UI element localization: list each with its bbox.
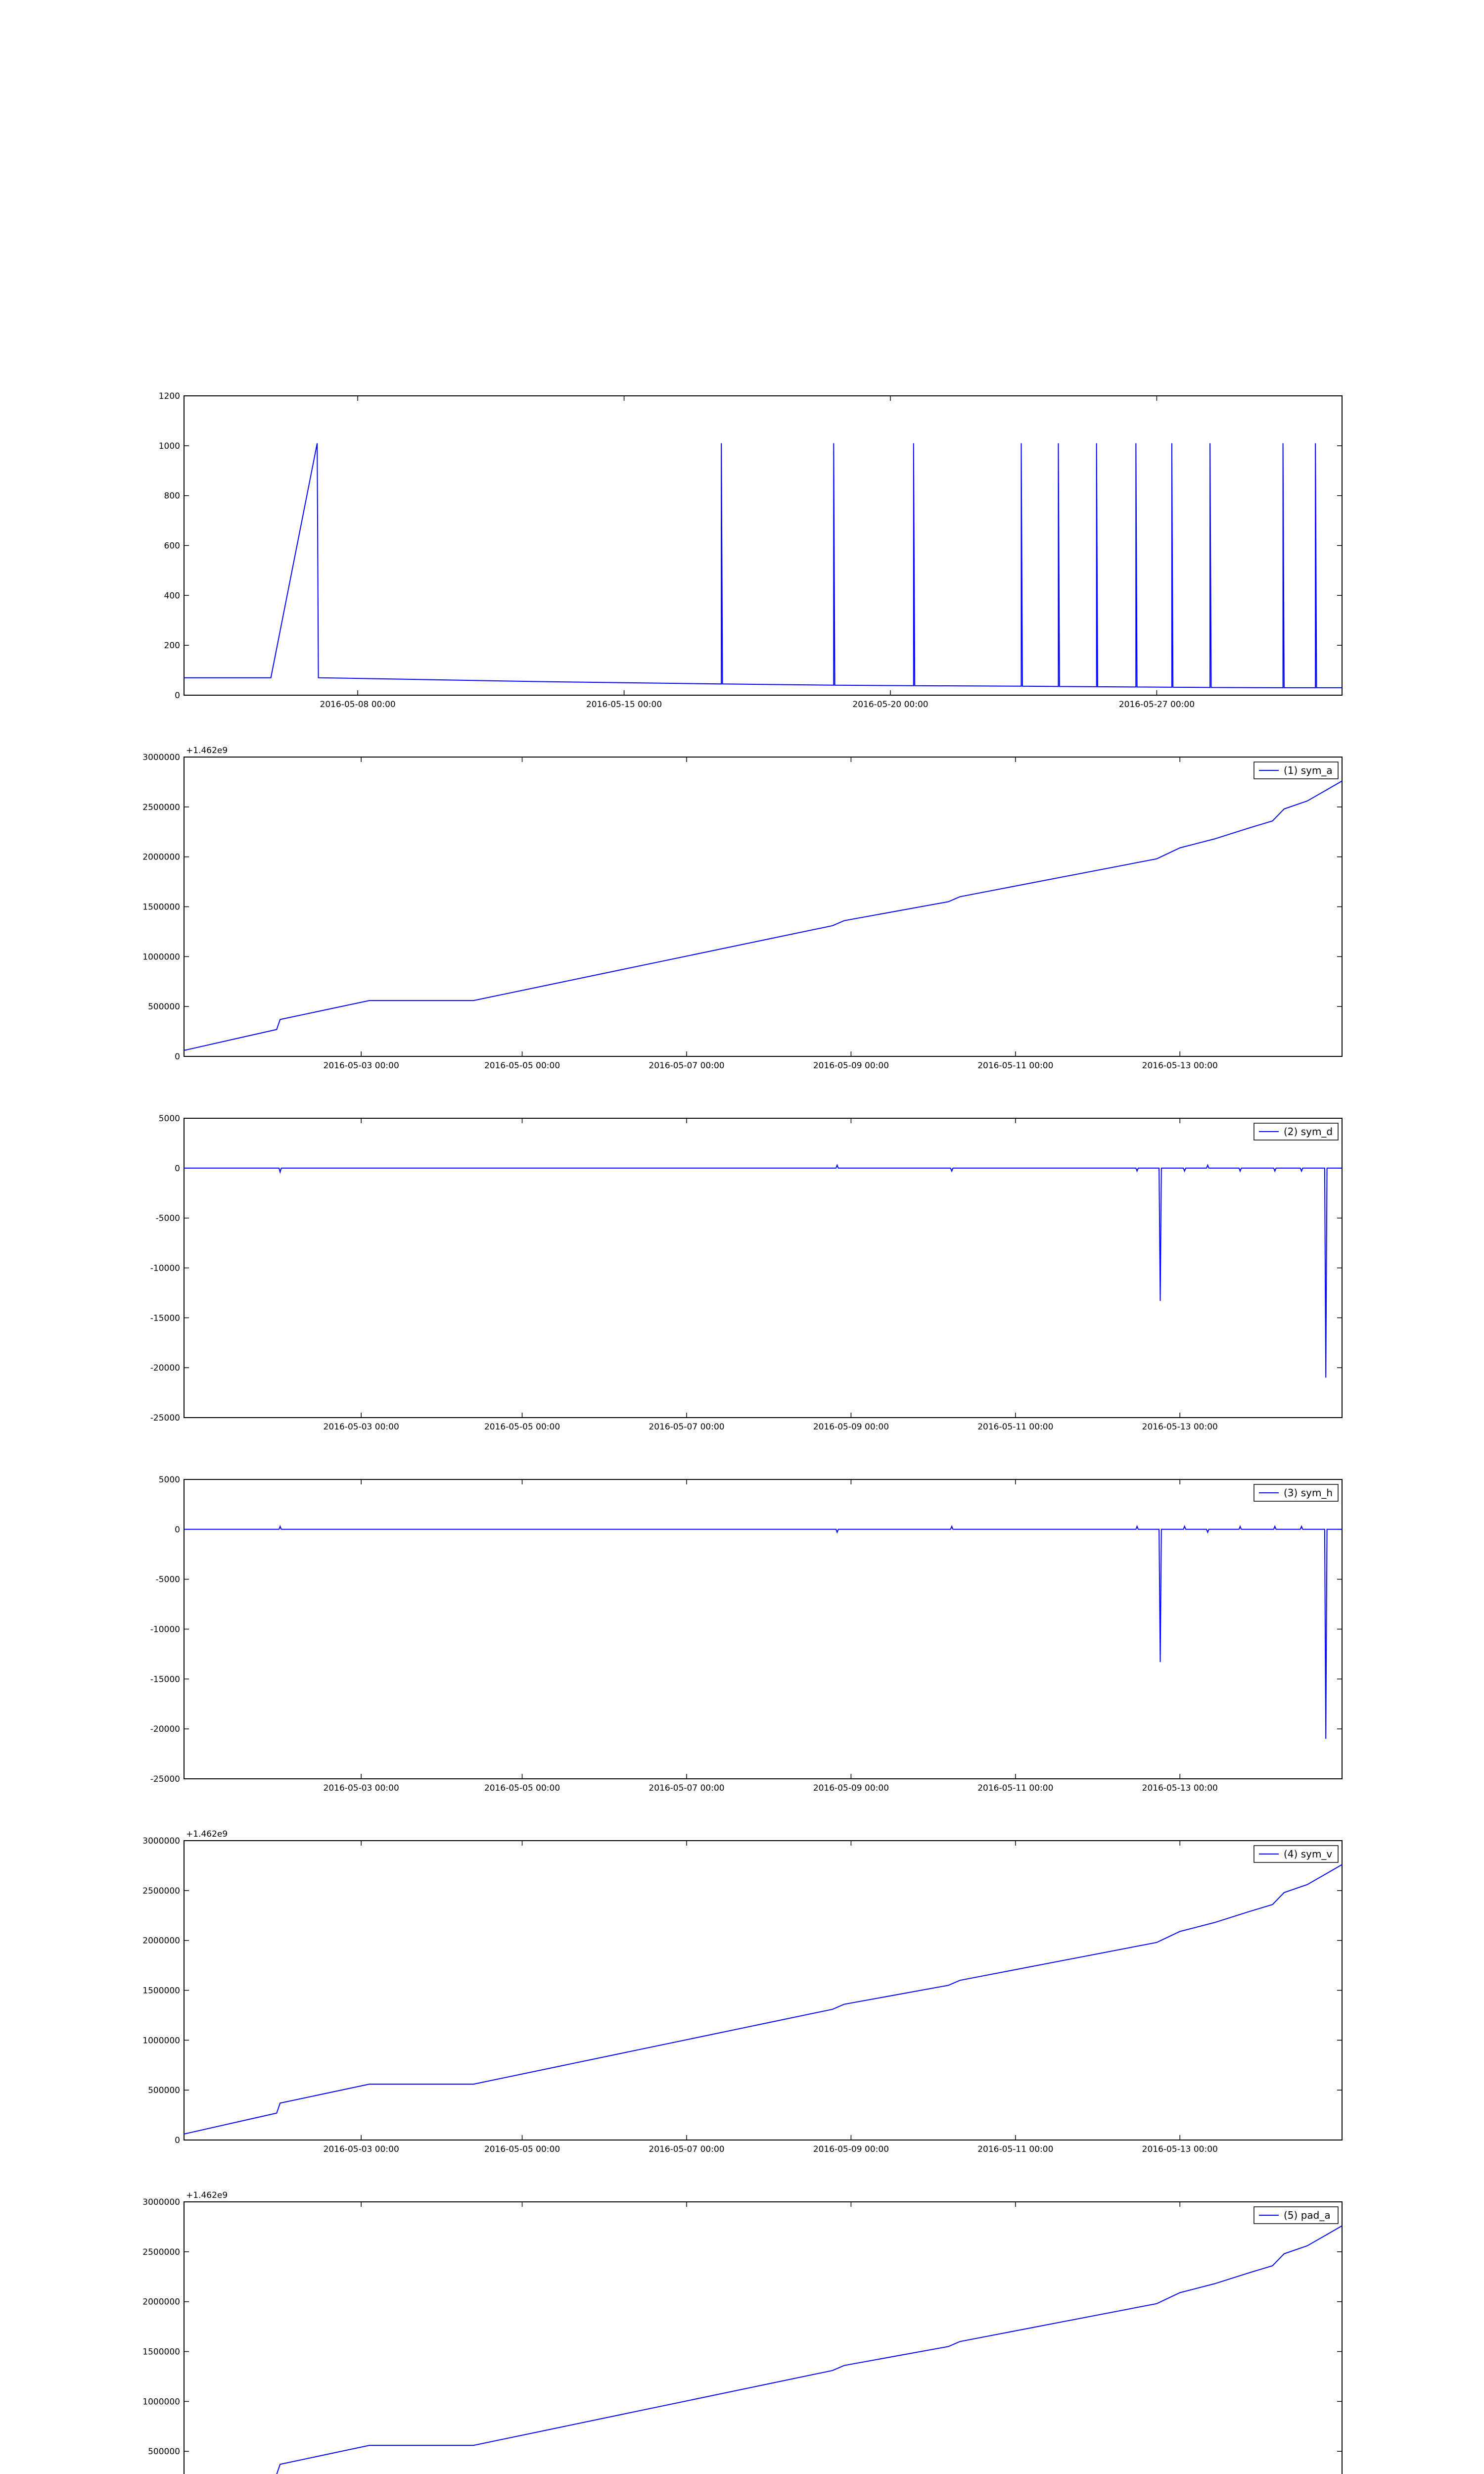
- y-tick-label: -5000: [155, 1574, 180, 1585]
- y-tick-label: 2000000: [142, 2297, 180, 2307]
- y-offset-label: +1.462e9: [186, 2190, 228, 2200]
- x-tick-label: 2016-05-27 00:00: [1118, 700, 1195, 710]
- legend-label: (3) sym_h: [1284, 1487, 1333, 1499]
- subplot-2: [142, 746, 1342, 1071]
- x-tick-label: 2016-05-07 00:00: [649, 1783, 725, 1793]
- y-tick-label: 2000000: [142, 1936, 180, 1946]
- x-tick-label: 2016-05-09 00:00: [813, 1422, 889, 1432]
- subplot-5: [142, 1829, 1342, 2154]
- subplot-1: [159, 391, 1342, 710]
- y-offset-label: +1.462e9: [186, 1829, 228, 1839]
- y-tick-label: 0: [175, 691, 180, 701]
- y-tick-label: 5000: [158, 1114, 180, 1124]
- y-tick-label: -25000: [150, 1774, 180, 1784]
- y-tick-label: 1000: [158, 441, 180, 451]
- y-tick-label: 1500000: [142, 902, 180, 912]
- y-tick-label: 600: [164, 541, 180, 551]
- x-tick-label: 2016-05-11 00:00: [977, 1783, 1054, 1793]
- y-tick-label: 2500000: [142, 802, 180, 812]
- y-tick-label: 2500000: [142, 2247, 180, 2257]
- y-tick-label: 1500000: [142, 2347, 180, 2357]
- series-line: [184, 1864, 1342, 2134]
- x-tick-label: 2016-05-03 00:00: [323, 1061, 399, 1071]
- axes-frame: [184, 757, 1342, 1056]
- x-tick-label: 2016-05-08 00:00: [320, 700, 396, 710]
- y-tick-label: 2500000: [142, 1886, 180, 1896]
- x-tick-label: 2016-05-03 00:00: [323, 1783, 399, 1793]
- y-tick-label: 500000: [148, 2086, 180, 2096]
- x-tick-label: 2016-05-05 00:00: [484, 1783, 560, 1793]
- y-tick-label: 1500000: [142, 1986, 180, 1996]
- x-tick-label: 2016-05-15 00:00: [586, 700, 662, 710]
- x-tick-label: 2016-05-07 00:00: [649, 2144, 725, 2154]
- y-tick-label: 200: [164, 641, 180, 651]
- series-line: [184, 781, 1342, 1050]
- axes-frame: [184, 1118, 1342, 1418]
- y-offset-label: +1.462e9: [186, 746, 228, 756]
- x-tick-label: 2016-05-09 00:00: [813, 1783, 889, 1793]
- y-tick-label: 0: [175, 1052, 180, 1062]
- subplot-6: [142, 2190, 1342, 2474]
- y-tick-label: 800: [164, 491, 180, 501]
- y-tick-label: -15000: [150, 1674, 180, 1685]
- axes-frame: [184, 396, 1342, 695]
- y-tick-label: 3000000: [142, 2197, 180, 2207]
- y-tick-label: 0: [175, 1524, 180, 1535]
- x-tick-label: 2016-05-11 00:00: [977, 1061, 1054, 1071]
- y-tick-label: 0: [175, 2136, 180, 2145]
- x-tick-label: 2016-05-13 00:00: [1142, 1783, 1218, 1793]
- x-tick-label: 2016-05-05 00:00: [484, 2144, 560, 2154]
- x-tick-label: 2016-05-05 00:00: [484, 1422, 560, 1432]
- y-tick-label: 500000: [148, 1002, 180, 1012]
- y-tick-label: -10000: [150, 1624, 180, 1635]
- series-line: [184, 2226, 1342, 2474]
- legend-label: (1) sym_a: [1284, 764, 1333, 776]
- axes-frame: [184, 2202, 1342, 2474]
- x-tick-label: 2016-05-20 00:00: [852, 700, 928, 710]
- y-tick-label: -10000: [150, 1263, 180, 1274]
- y-tick-label: 0: [175, 1163, 180, 1174]
- x-tick-label: 2016-05-11 00:00: [977, 1422, 1054, 1432]
- subplot-3: [150, 1114, 1342, 1432]
- x-tick-label: 2016-05-09 00:00: [813, 1061, 889, 1071]
- y-tick-label: 3000000: [142, 1836, 180, 1846]
- y-tick-label: 2000000: [142, 852, 180, 862]
- y-tick-label: -20000: [150, 1724, 180, 1735]
- x-tick-label: 2016-05-03 00:00: [323, 1422, 399, 1432]
- series-line: [184, 443, 1342, 688]
- y-tick-label: -15000: [150, 1313, 180, 1324]
- y-tick-label: 1000000: [142, 2036, 180, 2046]
- x-tick-label: 2016-05-09 00:00: [813, 2144, 889, 2154]
- series-line: [184, 1165, 1342, 1378]
- y-tick-label: -25000: [150, 1413, 180, 1423]
- x-tick-label: 2016-05-13 00:00: [1142, 2144, 1218, 2154]
- x-tick-label: 2016-05-03 00:00: [323, 2144, 399, 2154]
- y-tick-label: 400: [164, 591, 180, 601]
- x-tick-label: 2016-05-13 00:00: [1142, 1422, 1218, 1432]
- y-tick-label: -20000: [150, 1363, 180, 1374]
- x-tick-label: 2016-05-05 00:00: [484, 1061, 560, 1071]
- y-tick-label: 1200: [158, 391, 180, 401]
- legend-label: (5) pad_a: [1284, 2209, 1331, 2221]
- series-line: [184, 1526, 1342, 1739]
- x-tick-label: 2016-05-07 00:00: [649, 1422, 725, 1432]
- y-tick-label: 3000000: [142, 753, 180, 762]
- legend-label: (4) sym_v: [1284, 1848, 1333, 1860]
- subplot-4: [150, 1475, 1342, 1793]
- x-tick-label: 2016-05-11 00:00: [977, 2144, 1054, 2154]
- x-tick-label: 2016-05-13 00:00: [1142, 1061, 1218, 1071]
- axes-frame: [184, 1841, 1342, 2140]
- y-tick-label: 1000000: [142, 2397, 180, 2407]
- legend-label: (2) sym_d: [1284, 1126, 1333, 1138]
- y-tick-label: 5000: [158, 1475, 180, 1485]
- y-tick-label: 1000000: [142, 952, 180, 962]
- axes-frame: [184, 1479, 1342, 1779]
- x-tick-label: 2016-05-07 00:00: [649, 1061, 725, 1071]
- y-tick-label: 500000: [148, 2447, 180, 2457]
- y-tick-label: -5000: [155, 1213, 180, 1224]
